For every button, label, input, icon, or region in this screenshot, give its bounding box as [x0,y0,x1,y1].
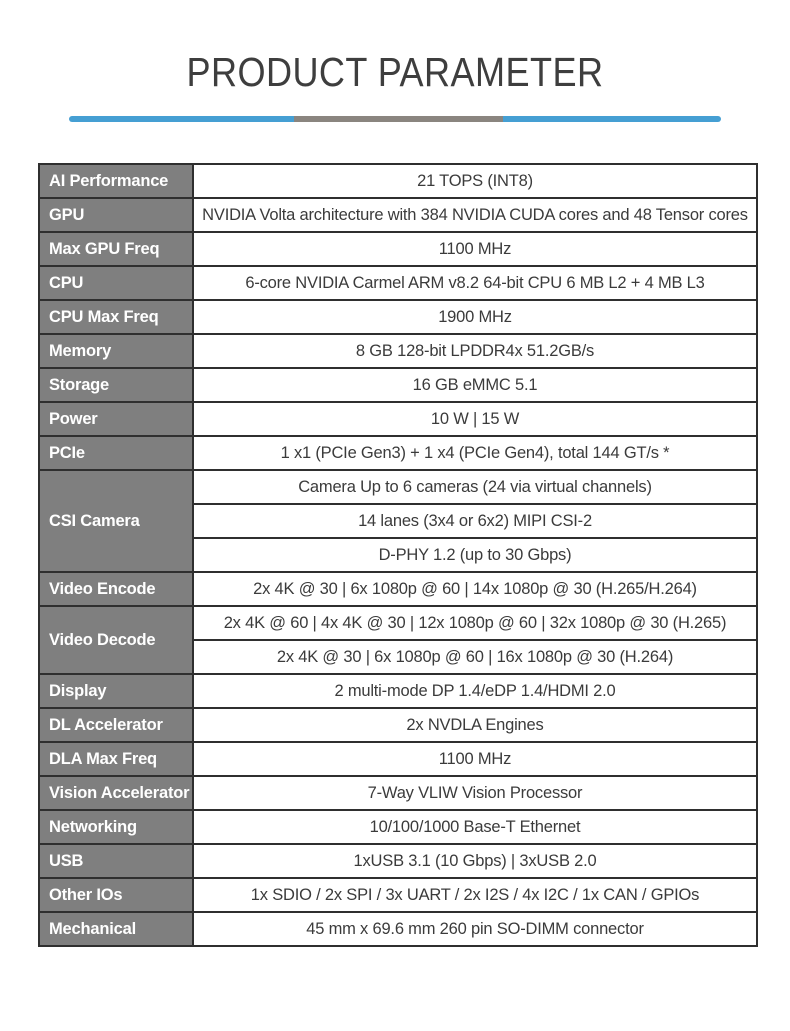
title-divider [69,116,721,122]
param-other-ios: Other IOs [39,878,193,912]
table-row [39,232,757,266]
param-cpu-max-freq: CPU Max Freq [39,300,193,334]
param-power: Power [39,402,193,436]
param-vision-accelerator: Vision Accelerator [39,776,193,810]
value-mechanical: 45 mm x 69.6 mm 260 pin SO-DIMM connector [193,912,757,946]
value-csi-camera-2: 14 lanes (3x4 or 6x2) MIPI CSI-2 [193,504,757,538]
value-video-decode-1: 2x 4K @ 60 | 4x 4K @ 30 | 12x 1080p @ 60 | 32x 1080p @ 30 (H.265) [193,606,757,640]
table-row [39,810,757,844]
title-section [0,0,790,93]
table-row [39,776,757,810]
divider-segment-gray-middle [294,116,503,122]
table-row [39,368,757,402]
param-dl-accelerator: DL Accelerator [39,708,193,742]
value-csi-camera-3: D-PHY 1.2 (up to 30 Gbps) [193,538,757,572]
value-vision-accelerator: 7-Way VLIW Vision Processor [193,776,757,810]
param-max-gpu-freq: Max GPU Freq [39,232,193,266]
divider-segment-blue-left [69,116,294,122]
param-mechanical: Mechanical [39,912,193,946]
param-cpu: CPU [39,266,193,300]
table-row [39,436,757,470]
table-row [39,266,757,300]
param-storage: Storage [39,368,193,402]
value-dl-accelerator: 2x NVDLA Engines [193,708,757,742]
value-networking: 10/100/1000 Base-T Ethernet [193,810,757,844]
value-cpu: 6-core NVIDIA Carmel ARM v8.2 64-bit CPU 6 MB L2 + 4 MB L3 [193,266,757,300]
value-ai-performance: 21 TOPS (INT8) [193,164,757,198]
table-row [39,878,757,912]
param-pcie: PCIe [39,436,193,470]
value-power: 10 W | 15 W [193,402,757,436]
param-ai-performance: AI Performance [39,164,193,198]
table-row [39,674,757,708]
table-row [39,334,757,368]
table-row [39,844,757,878]
value-video-decode-2: 2x 4K @ 30 | 6x 1080p @ 60 | 16x 1080p @ 30 (H.264) [193,640,757,674]
value-usb: 1xUSB 3.1 (10 Gbps) | 3xUSB 2.0 [193,844,757,878]
value-memory: 8 GB 128-bit LPDDR4x 51.2GB/s [193,334,757,368]
divider-segment-blue-right [503,116,721,122]
table-row [39,572,757,606]
spec-table [38,163,758,947]
value-gpu: NVIDIA Volta architecture with 384 NVIDIA CUDA cores and 48 Tensor cores [193,198,757,232]
param-networking: Networking [39,810,193,844]
value-display: 2 multi-mode DP 1.4/eDP 1.4/HDMI 2.0 [193,674,757,708]
value-max-gpu-freq: 1100 MHz [193,232,757,266]
param-usb: USB [39,844,193,878]
table-row [39,708,757,742]
value-other-ios: 1x SDIO / 2x SPI / 3x UART / 2x I2S / 4x I2C / 1x CAN / GPIOs [193,878,757,912]
param-video-decode: Video Decode [39,606,193,674]
table-row [39,742,757,776]
table-row [39,912,757,946]
param-video-encode: Video Encode [39,572,193,606]
param-csi-camera: CSI Camera [39,470,193,572]
table-row [39,198,757,232]
param-dla-max-freq: DLA Max Freq [39,742,193,776]
page-title: PRODUCT PARAMETER [186,49,604,95]
table-row [39,164,757,198]
param-memory: Memory [39,334,193,368]
table-row [39,470,757,504]
param-display: Display [39,674,193,708]
table-row [39,606,757,640]
value-pcie: 1 x1 (PCIe Gen3) + 1 x4 (PCIe Gen4), total 144 GT/s * [193,436,757,470]
value-csi-camera-1: Camera Up to 6 cameras (24 via virtual channels) [193,470,757,504]
value-storage: 16 GB eMMC 5.1 [193,368,757,402]
value-video-encode: 2x 4K @ 30 | 6x 1080p @ 60 | 14x 1080p @ 30 (H.265/H.264) [193,572,757,606]
value-dla-max-freq: 1100 MHz [193,742,757,776]
table-row [39,300,757,334]
table-row [39,402,757,436]
param-gpu: GPU [39,198,193,232]
value-cpu-max-freq: 1900 MHz [193,300,757,334]
